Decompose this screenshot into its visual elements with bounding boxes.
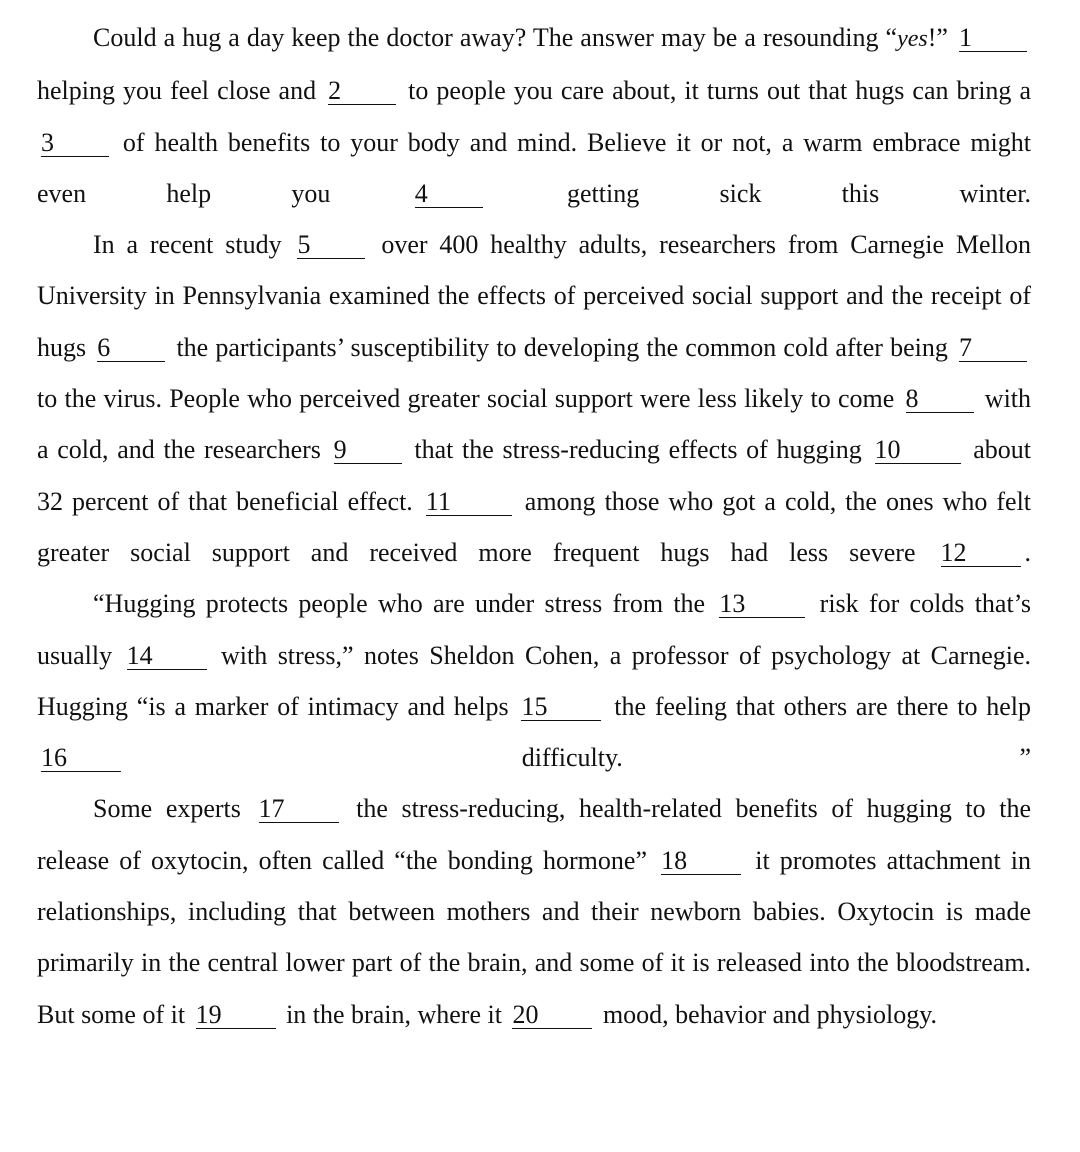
italic-yes: yes <box>897 26 928 52</box>
text-segment: effects of hugging <box>668 435 862 465</box>
text-segment: that’s usually <box>37 589 1032 670</box>
text-segment: In a recent study <box>93 230 282 260</box>
text-segment: to people you care about, it turns out that hugs <box>408 76 905 106</box>
blank-12[interactable]: 12 <box>941 539 1021 567</box>
text-segment: of health benefits to your body and mind. Believe it or not, a warm <box>122 127 863 157</box>
blank-2[interactable]: 2 <box>328 77 396 105</box>
text-segment: can bring a <box>912 76 1032 106</box>
text-segment: with a cold, and the researchers <box>37 384 1032 465</box>
text-segment: University in Pennsylvania examined the effects of perceived social support and the <box>37 281 924 311</box>
text-segment: getting sick this winter. <box>567 178 1032 208</box>
blank-5[interactable]: 5 <box>297 231 365 259</box>
text-segment: among <box>524 486 596 516</box>
text-segment: about 32 percent of that beneficial effect. <box>37 435 1031 516</box>
blank-11[interactable]: 11 <box>426 488 512 516</box>
text-segment: . <box>1024 537 1031 567</box>
text-segment: frequent hugs had less severe <box>552 537 916 567</box>
paragraph-1 <box>37 12 1031 219</box>
text-segment: made primarily in the central lower part of the brain, and some of it is released into the <box>37 897 1032 978</box>
text-segment: “Hugging protects people who are under stress from the <box>93 589 706 619</box>
text-segment: after being <box>835 332 948 362</box>
blank-3[interactable]: 3 <box>41 129 109 157</box>
cloze-passage <box>37 12 1031 1040</box>
blank-16[interactable]: 16 <box>41 744 121 772</box>
blank-14[interactable]: 14 <box>127 642 207 670</box>
blank-7[interactable]: 7 <box>959 334 1027 362</box>
text-segment: with stress,” notes Sheldon Cohen, a professor of psychology at <box>221 640 921 670</box>
text-segment: the feeling that others are <box>614 691 888 721</box>
text-segment: Carnegie. Hugging “is a marker of intimacy and helps <box>37 640 1032 721</box>
text-segment: receipt of hugs <box>37 281 1032 362</box>
blank-6[interactable]: 6 <box>97 334 165 362</box>
text-segment: release of oxytocin, often called “the bonding hormone” <box>37 845 647 875</box>
text-segment: in the brain, where it <box>286 999 502 1029</box>
text-segment: !” <box>927 23 948 52</box>
text-segment: physiology. <box>816 999 938 1029</box>
text-segment: the participants’ susceptibility to developing the common cold <box>176 332 829 362</box>
text-segment: difficulty. ” <box>521 743 1031 773</box>
text-segment: it promotes attachment <box>755 845 1001 875</box>
text-segment: the stress-reducing, health-related benefits of hugging to the <box>356 794 1031 824</box>
blank-1[interactable]: 1 <box>959 24 1027 52</box>
paragraph-2 <box>37 219 1031 578</box>
text-segment: Could a hug a day keep the doctor away? The answer may be a resounding “ <box>93 23 898 52</box>
blank-10[interactable]: 10 <box>875 436 961 464</box>
blank-15[interactable]: 15 <box>521 693 601 721</box>
blank-4[interactable]: 4 <box>415 180 483 208</box>
blank-19[interactable]: 19 <box>196 1001 276 1029</box>
text-segment: in relationships, including that between mothers and their newborn babies. Oxytocin is <box>37 845 1032 927</box>
blank-17[interactable]: 17 <box>259 795 339 823</box>
text-segment: over 400 healthy adults, researchers from Carnegie Mellon <box>381 230 1032 260</box>
blank-8[interactable]: 8 <box>906 385 974 413</box>
blank-20[interactable]: 20 <box>512 1001 592 1029</box>
text-segment: risk for colds <box>819 589 965 619</box>
paragraph-4 <box>37 783 1031 1039</box>
paragraph-3 <box>37 578 1031 783</box>
text-segment: likely to come <box>744 384 895 414</box>
text-segment: bloodstream. But some of it <box>37 948 1032 1029</box>
text-segment: those who got a cold, the ones who felt greater social support and received more <box>37 486 1032 567</box>
blank-18[interactable]: 18 <box>661 847 741 875</box>
text-segment: to the virus. People who perceived greater social support were less <box>37 384 737 414</box>
text-segment: mood, behavior and <box>602 999 811 1029</box>
text-segment: that the stress-reducing <box>414 435 660 465</box>
text-segment: embrace might even help you <box>37 127 1032 208</box>
text-segment: Some experts <box>93 794 241 824</box>
blank-13[interactable]: 13 <box>719 590 805 618</box>
text-segment: there to help <box>896 691 1032 721</box>
text-segment: helping you feel close and <box>37 76 317 106</box>
blank-9[interactable]: 9 <box>334 436 402 464</box>
